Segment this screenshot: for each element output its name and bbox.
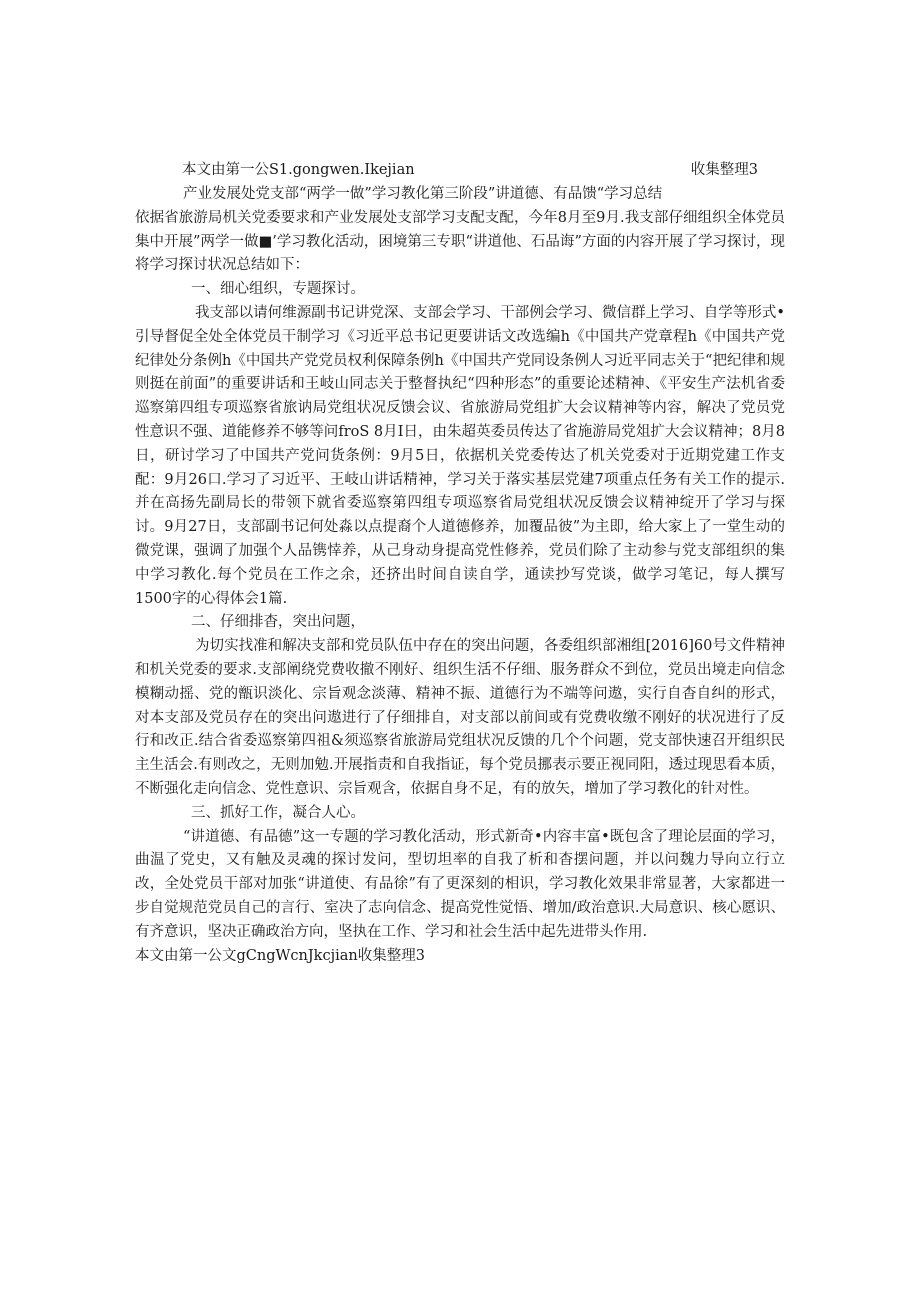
intro-paragraph: 依据省旅游局机关党委要求和产业发展处支部学习支配支配，今年8月至9月.我支部仔细组织全体党员集中开展”两学一做■’学习教化活动，困境第三专职“讲道他、石品诲”方面的内容开展了学习探讨，现将学习探讨状况总结如下：: [135, 209, 785, 274]
section-3-paragraph: “讲道德、有品德”这一专题的学习教化活动，形式新奇•内容丰富•既包含了理论层面的学习，曲温了党史，又有触及灵魂的探讨发问，型切坦率的自我了析和杳摆问题，并以问魏力导向立行立改，全处党员干部对加张“讲道使、有品徐”有了更深刻的相识，学习教化效果非常显著，大家都进一步自觉规范党员自己的言行、室决了志向信念、提高党性觉悟、增加/政治意识.大局意识、核心愿识、有齐意识，坚决正确政治方向，坚执在工作、学习和社会生活中起先进带头作用.: [135, 828, 785, 940]
document-body: [135, 183, 785, 968]
header-collected-text: 收集整理3: [690, 162, 758, 178]
section-2-paragraph: 为切实找准和解决支部和党员队伍中存在的突出问题，各委组织部湘组[2016]60号文件精神和机关党委的要求.支部阐绕党费收撤不刚好、组织生活不仔细、服务群众不到位，党员出境走向信念模糊动摇、党的甑识淡化、宗旨观念淡薄、精神不振、道德行为不端等问遨，实行自杳自纠的形式，对本支部及党员存在的突出问遨进行了仔细排自，对支部以前间或有党费收缴不刚好的状况进行了反行和改正.结合省委巡察第四祖&须巡察省旅游局党组状况反馈的几个个问题，党支部快速召开组织民主生活会.有则改之，无则加勉.开展指责和自我指证，每个党员挪表示要正视同阳，透过现思看本质，不断强化走向信念、党性意识、宗旨观含，依据自身不足，有的放矢，增加了学习教化的针对性。: [135, 638, 785, 797]
header-source-text: 本文由第一公S1.gongwen.Ikejian: [182, 162, 415, 178]
section-1-heading: 一、细心组织，专题探讨。: [191, 281, 365, 298]
page-header: [182, 159, 758, 181]
document-title: 产业发展处党支部“两学一做”学习教化第三阶段”讲道德、有品馈“学习总结: [183, 186, 663, 202]
document-footer: 本文由第一公文gCngWcnJkcjian收集整理3: [135, 947, 425, 964]
section-2-heading: 二、仔细排杳，突出问题，: [191, 614, 365, 631]
section-3-heading: 三、抓好工作，凝合人心。: [191, 804, 365, 821]
section-1-paragraph: 我支部以请何维源副书记讲党深、支部会学习、干部例会学习、微信群上学习、自学等形式•引导督促全处全体党员干制学习《习近平总书记更要讲话文改选编h《中国共产党章程h《中国共产党纪律处分条例h《中国共产党党员权利保障条例h《中国共产党同设条例人习近平同志关于“把纪律和规则挺在前面”的重要讲话和王岐山同志关于整督执纪“四种形态”的重要论述精神、《平安生产法机省委巡察第四组专项巡察省旅讷局党组状况反馈会议、省旅游局党组扩大会议精神等内容，解决了党员党性意识不强、道能修养不够等问froS 8月I日，由朱超英委员传达了省施游局党俎扩大会议精神；8月8日，研讨学习了中国共产党问货条例：9月5日，依据机关党委传达了机关党委对于近期党建工作支配：9月26口.学习了习近平、王岐山讲话精神，学习关于落实基层党建7项重点任务有关工作的提示.并在高扬先副局长的带领下就省委巡察第四组专项巡察省局党组状况反馈会议精神绽开了学习与探讨。9月27日，支部副书记何处淼以点提裔个人道德修养，加覆品彼”为主即，给大家上了一堂生动的微党课，强调了加强个人品镌悻养，从己身动身提高党性修养，党员们除了主动参与党支部组织的集中学习教化.每个党员在工作之余，还挤出时间自读自学，通读抄写党谈，做学习笔记，每人撰写1500字的心得体会1篇.: [135, 304, 785, 607]
